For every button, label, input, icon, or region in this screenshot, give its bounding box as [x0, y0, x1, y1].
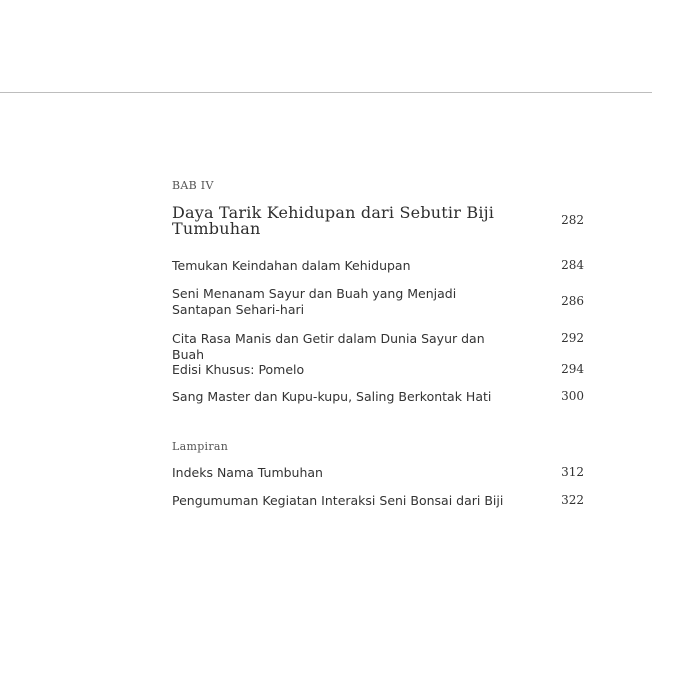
toc-entry-title: Pengumuman Kegiatan Interaksi Seni Bonsai dari Biji [172, 493, 504, 508]
toc-entry-page: 322 [561, 493, 584, 507]
toc-entry-title: Seni Menanam Sayur dan Buah yang Menjadi Santapan Sehari-hari [172, 286, 457, 317]
toc-entry-page: 312 [561, 465, 584, 479]
toc-entry-title: Temukan Keindahan dalam Kehidupan [172, 258, 411, 273]
toc-entry-title: Indeks Nama Tumbuhan [172, 465, 323, 480]
toc-entry-title: Sang Master dan Kupu-kupu, Saling Berkontak Hati [172, 389, 492, 404]
toc-entry[interactable] [172, 286, 584, 318]
toc-entry[interactable] [172, 362, 584, 378]
toc-entry-page: 294 [561, 362, 584, 376]
toc-entry-page: 284 [561, 258, 584, 272]
toc-entry-title: Cita Rasa Manis dan Getir dalam Dunia Sayur dan Buah [172, 331, 485, 362]
chapter-page-number: 282 [561, 213, 584, 227]
chapter-label: BAB IV [172, 179, 214, 192]
toc-entry[interactable] [172, 258, 584, 274]
toc-entry[interactable] [172, 389, 584, 405]
toc-entry[interactable] [172, 465, 584, 481]
toc-entry[interactable] [172, 493, 584, 509]
chapter-title: Daya Tarik Kehidupan dari Sebutir Biji Tumbuhan [172, 203, 495, 238]
toc-entry-page: 292 [561, 331, 584, 345]
chapter-title-row[interactable] [172, 205, 584, 237]
toc-entry-title: Edisi Khusus: Pomelo [172, 362, 305, 377]
toc-entry-page: 300 [561, 389, 584, 403]
top-divider [0, 92, 652, 93]
toc-entry[interactable] [172, 331, 584, 363]
appendix-label: Lampiran [172, 440, 229, 453]
toc-entry-page: 286 [561, 294, 584, 308]
